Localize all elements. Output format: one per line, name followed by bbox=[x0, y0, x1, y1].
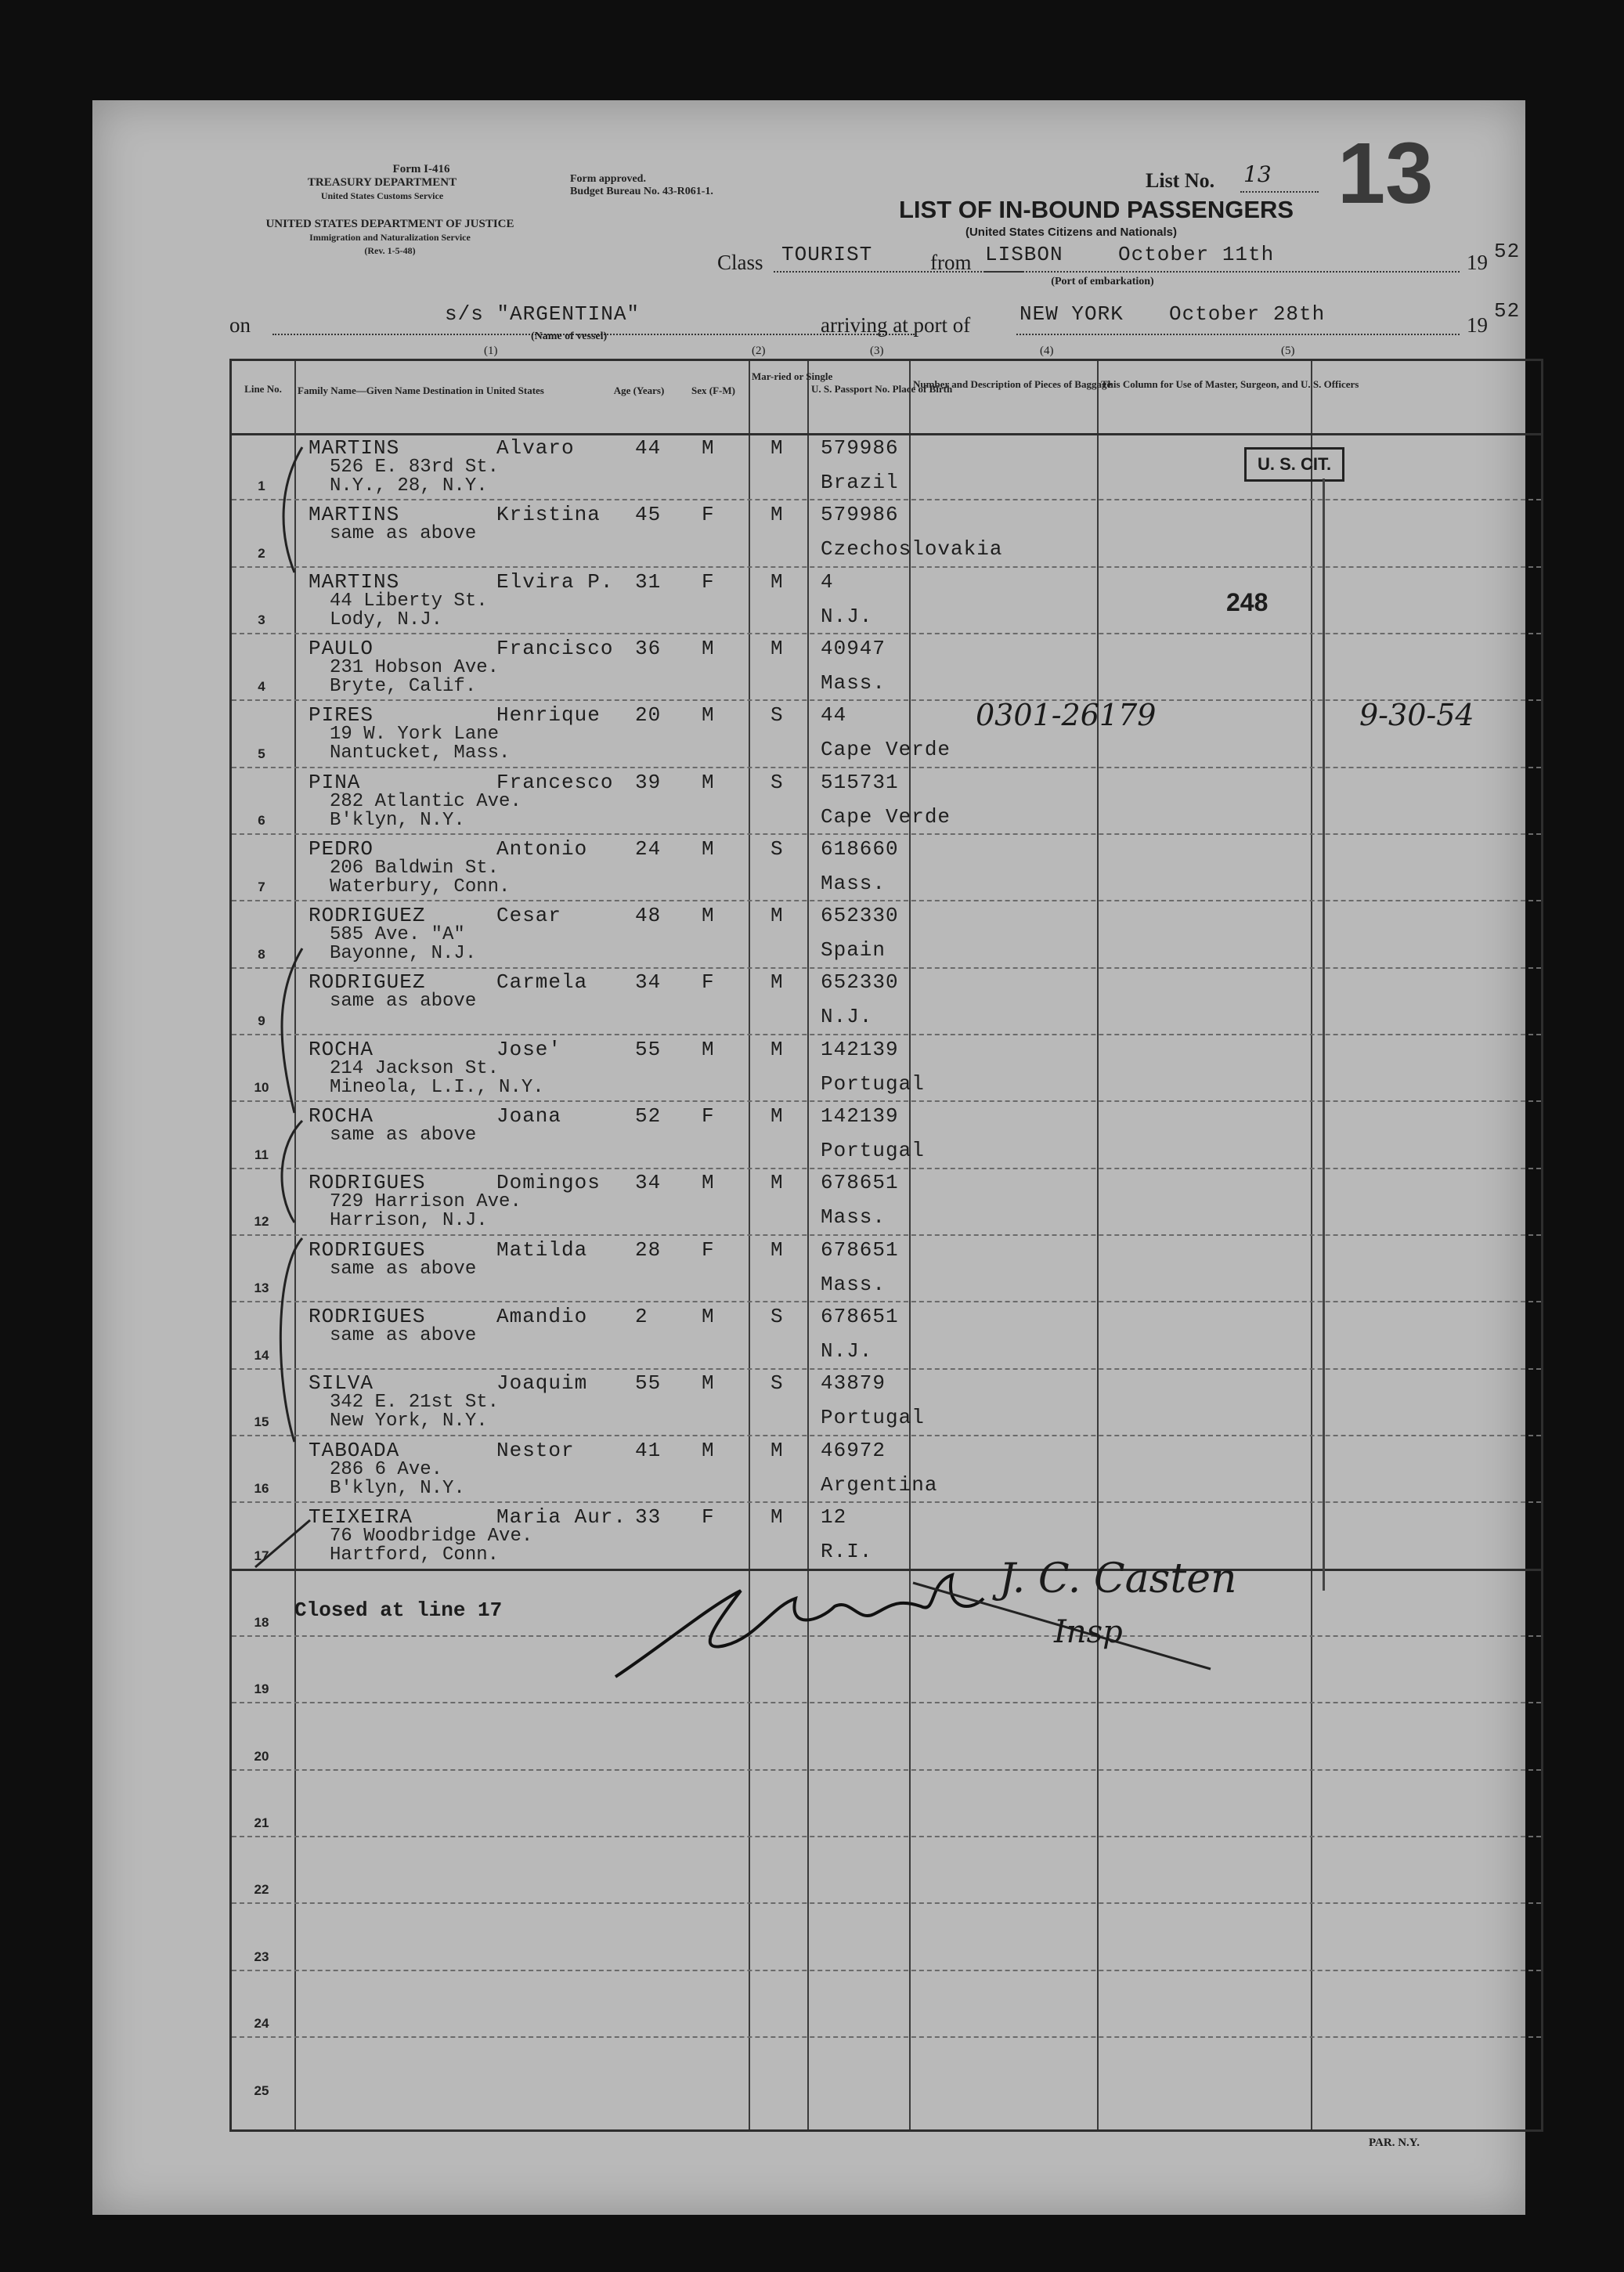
list-no-stamp: 13 bbox=[1337, 125, 1434, 222]
passenger-sex: M bbox=[702, 1171, 715, 1195]
passenger-marital-status: M bbox=[770, 569, 784, 594]
passenger-marital-status: S bbox=[770, 1371, 784, 1396]
passenger-given-name: Henrique bbox=[496, 703, 601, 728]
passenger-marital-status: M bbox=[770, 1438, 784, 1462]
passenger-marital-status: S bbox=[770, 770, 784, 794]
passenger-age: 41 bbox=[635, 1438, 662, 1462]
vessel-caption: (Name of vessel) bbox=[531, 331, 608, 342]
year-value: 52 bbox=[1494, 240, 1521, 263]
from-label: from bbox=[930, 251, 972, 274]
passenger-family-name: ROCHA bbox=[309, 1037, 374, 1061]
passenger-address-line1: 19 W. York Lane bbox=[330, 724, 500, 746]
passenger-birthplace: N.J. bbox=[821, 604, 873, 628]
form-approved: Form approved. bbox=[570, 173, 646, 185]
passenger-age: 31 bbox=[635, 569, 662, 594]
passenger-marital-status: M bbox=[770, 503, 784, 527]
passenger-given-name: Nestor bbox=[496, 1438, 575, 1462]
col-header-age: Age (Years) bbox=[613, 385, 665, 396]
passenger-sex: M bbox=[702, 1438, 715, 1462]
passenger-marital-status: M bbox=[770, 970, 784, 995]
passenger-given-name: Cesar bbox=[496, 904, 562, 928]
passenger-address-line1: same as above bbox=[330, 523, 477, 545]
passenger-given-name: Antonio bbox=[496, 836, 588, 861]
passenger-age: 55 bbox=[635, 1037, 662, 1061]
passenger-age: 20 bbox=[635, 703, 662, 728]
on-label: on bbox=[229, 313, 251, 337]
passenger-given-name: Joaquim bbox=[496, 1371, 588, 1396]
passenger-birthplace: Brazil bbox=[821, 471, 899, 494]
pires-handwritten-number: 0301-26179 bbox=[976, 698, 1157, 732]
passenger-birthplace: N.J. bbox=[821, 1005, 873, 1029]
passenger-birthplace: Mass. bbox=[821, 1272, 886, 1296]
passenger-passport-no: 44 bbox=[821, 703, 847, 728]
passenger-passport-no: 618660 bbox=[821, 836, 899, 861]
passenger-family-name: MARTINS bbox=[309, 503, 400, 527]
passenger-address-line1: 76 Woodbridge Ave. bbox=[330, 1525, 533, 1547]
passenger-sex: M bbox=[702, 1371, 715, 1396]
passenger-given-name: Alvaro bbox=[496, 436, 575, 460]
arrival-year: 52 bbox=[1494, 299, 1521, 323]
col-num-3: (3) bbox=[870, 345, 884, 357]
passenger-passport-no: 12 bbox=[821, 1504, 847, 1529]
passenger-passport-no: 40947 bbox=[821, 636, 886, 660]
passenger-address-line2: Harrison, N.J. bbox=[330, 1210, 488, 1232]
arriving-label: arriving at port of bbox=[821, 313, 971, 337]
col-header-name: Family Name—Given Name Destination in United States bbox=[298, 385, 544, 396]
passenger-given-name: Maria Aur. bbox=[496, 1504, 627, 1529]
col-num-5: (5) bbox=[1281, 345, 1295, 357]
passenger-address-line2: Mineola, L.I., N.Y. bbox=[330, 1076, 544, 1098]
passenger-marital-status: S bbox=[770, 1304, 784, 1328]
passenger-passport-no: 579986 bbox=[821, 436, 899, 460]
passenger-address-line1: same as above bbox=[330, 1125, 477, 1146]
passenger-sex: F bbox=[702, 569, 715, 594]
passenger-marital-status: S bbox=[770, 703, 784, 728]
budget-bureau: Budget Bureau No. 43-R061-1. bbox=[570, 186, 713, 197]
col-header-line: Line No. bbox=[244, 383, 282, 395]
passenger-given-name: Carmela bbox=[496, 970, 588, 995]
justice-dept: UNITED STATES DEPARTMENT OF JUSTICE bbox=[265, 218, 514, 230]
passenger-family-name: RODRIGUES bbox=[309, 1237, 426, 1262]
passenger-sex: M bbox=[702, 904, 715, 928]
passenger-given-name: Domingos bbox=[496, 1171, 601, 1195]
passenger-address-line2: N.Y., 28, N.Y. bbox=[330, 475, 488, 497]
row-number: 5 bbox=[258, 746, 265, 761]
passenger-family-name: RODRIGUES bbox=[309, 1171, 426, 1195]
passenger-address-line2: Nantucket, Mass. bbox=[330, 742, 511, 764]
port-caption: (Port of embarkation) bbox=[1051, 276, 1154, 287]
passenger-passport-no: 678651 bbox=[821, 1304, 899, 1328]
row-number: 21 bbox=[254, 1815, 269, 1830]
us-citizen-stamp: U. S. CIT. bbox=[1244, 447, 1344, 482]
passenger-given-name: Jose' bbox=[496, 1037, 562, 1061]
row-number: 23 bbox=[254, 1949, 269, 1964]
passenger-table bbox=[229, 359, 1543, 2132]
family-bracket-marks bbox=[247, 439, 326, 1614]
passenger-sex: M bbox=[702, 636, 715, 660]
passenger-address-line1: 342 E. 21st St. bbox=[330, 1392, 500, 1414]
passenger-address-line1: 206 Baldwin St. bbox=[330, 857, 500, 879]
row-number: 17 bbox=[254, 1548, 269, 1563]
passenger-given-name: Matilda bbox=[496, 1237, 588, 1262]
passenger-birthplace: Czechoslovakia bbox=[821, 537, 1003, 562]
passenger-sex: F bbox=[702, 970, 715, 995]
row-number: 22 bbox=[254, 1882, 269, 1897]
row-number: 14 bbox=[254, 1348, 269, 1363]
passenger-birthplace: Cape Verde bbox=[821, 738, 951, 762]
passenger-passport-no: 142139 bbox=[821, 1104, 899, 1128]
passenger-family-name: PEDRO bbox=[309, 836, 374, 861]
passenger-passport-no: 678651 bbox=[821, 1237, 899, 1262]
row-number: 24 bbox=[254, 2016, 269, 2031]
arrival-date: October 28th bbox=[1169, 302, 1326, 326]
row-number: 25 bbox=[254, 2083, 269, 2098]
passenger-address-line2: B'klyn, N.Y. bbox=[330, 809, 465, 831]
passenger-address-line1: 526 E. 83rd St. bbox=[330, 457, 500, 478]
row-number: 7 bbox=[258, 880, 265, 894]
passenger-passport-no: 652330 bbox=[821, 904, 899, 928]
passenger-birthplace: R.I. bbox=[821, 1539, 873, 1563]
passenger-given-name: Joana bbox=[496, 1104, 562, 1128]
form-number: Form I-416 bbox=[392, 163, 450, 175]
passenger-given-name: Kristina bbox=[496, 503, 601, 527]
passenger-family-name: ROCHA bbox=[309, 1104, 374, 1128]
passenger-family-name: PINA bbox=[309, 770, 361, 794]
passenger-given-name: Elvira P. bbox=[496, 569, 614, 594]
col-header-married: Mar-ried or Single bbox=[752, 370, 833, 382]
passenger-sex: M bbox=[702, 836, 715, 861]
row-number: 15 bbox=[254, 1414, 269, 1429]
passenger-birthplace: N.J. bbox=[821, 1338, 873, 1363]
passenger-passport-no: 652330 bbox=[821, 970, 899, 995]
passenger-sex: M bbox=[702, 1037, 715, 1061]
year-prefix: 19 bbox=[1467, 251, 1488, 274]
passenger-address-line2: Hartford, Conn. bbox=[330, 1544, 500, 1566]
passenger-address-line1: same as above bbox=[330, 1258, 477, 1280]
passenger-age: 36 bbox=[635, 636, 662, 660]
passenger-sex: F bbox=[702, 1504, 715, 1529]
passenger-age: 52 bbox=[635, 1104, 662, 1128]
passenger-sex: F bbox=[702, 1237, 715, 1262]
col-num-1: (1) bbox=[484, 345, 498, 357]
passenger-passport-no: 43879 bbox=[821, 1371, 886, 1396]
passenger-sex: F bbox=[702, 1104, 715, 1128]
passenger-sex: M bbox=[702, 703, 715, 728]
passenger-sex: M bbox=[702, 1304, 715, 1328]
passenger-age: 45 bbox=[635, 503, 662, 527]
passenger-age: 2 bbox=[635, 1304, 648, 1328]
passenger-marital-status: S bbox=[770, 836, 784, 861]
passenger-birthplace: Portugal bbox=[821, 1406, 925, 1430]
passenger-family-name: TEIXEIRA bbox=[309, 1504, 413, 1529]
passenger-passport-no: 4 bbox=[821, 569, 834, 594]
passenger-passport-no: 579986 bbox=[821, 503, 899, 527]
row-number: 13 bbox=[254, 1280, 269, 1295]
page-subtitle: (United States Citizens and Nationals) bbox=[965, 226, 1178, 239]
passenger-age: 24 bbox=[635, 836, 662, 861]
arrival-year-prefix: 19 bbox=[1467, 313, 1488, 337]
passenger-family-name: PAULO bbox=[309, 636, 374, 660]
passenger-sex: M bbox=[702, 436, 715, 460]
passenger-marital-status: M bbox=[770, 1104, 784, 1128]
passenger-marital-status: M bbox=[770, 436, 784, 460]
passenger-age: 44 bbox=[635, 436, 662, 460]
passenger-age: 34 bbox=[635, 1171, 662, 1195]
passenger-family-name: MARTINS bbox=[309, 569, 400, 594]
row-number: 10 bbox=[254, 1080, 269, 1095]
passenger-address-line1: 214 Jackson St. bbox=[330, 1057, 500, 1079]
arrival-port: NEW YORK bbox=[1020, 302, 1124, 326]
row-number: 1 bbox=[258, 479, 265, 493]
passenger-address-line1: same as above bbox=[330, 1324, 477, 1346]
passenger-address-line1: 231 Hobson Ave. bbox=[330, 656, 500, 678]
row-number: 6 bbox=[258, 813, 265, 828]
passenger-address-line1: 729 Harrison Ave. bbox=[330, 1191, 521, 1213]
passenger-passport-no: 46972 bbox=[821, 1438, 886, 1462]
row-number: 3 bbox=[258, 612, 265, 627]
col-header-sex: Sex (F-M) bbox=[691, 385, 735, 396]
passenger-given-name: Amandio bbox=[496, 1304, 588, 1328]
signature-insp: Insp bbox=[1054, 1614, 1123, 1650]
col-num-4: (4) bbox=[1040, 345, 1054, 357]
page-title: LIST OF IN-BOUND PASSENGERS bbox=[899, 196, 1294, 223]
from-value: LISBON bbox=[985, 243, 1063, 266]
passenger-marital-status: M bbox=[770, 1237, 784, 1262]
passenger-given-name: Francesco bbox=[496, 770, 614, 794]
passenger-marital-status: M bbox=[770, 1037, 784, 1061]
passenger-address-line1: 44 Liberty St. bbox=[330, 590, 488, 612]
passenger-sex: F bbox=[702, 503, 715, 527]
list-no-value: 13 bbox=[1243, 161, 1272, 187]
passenger-given-name: Francisco bbox=[496, 636, 614, 660]
closed-note: Closed at line 17 bbox=[294, 1598, 503, 1622]
row-number: 20 bbox=[254, 1749, 269, 1764]
passenger-birthplace: Argentina bbox=[821, 1472, 938, 1497]
row-number: 18 bbox=[254, 1615, 269, 1630]
passenger-age: 55 bbox=[635, 1371, 662, 1396]
passenger-birthplace: Mass. bbox=[821, 871, 886, 895]
passenger-address-line2: Bryte, Calif. bbox=[330, 675, 477, 697]
passenger-address-line2: B'klyn, N.Y. bbox=[330, 1477, 465, 1499]
revision: (Rev. 1-5-48) bbox=[364, 245, 416, 256]
col-header-officers: This Column for Use of Master, Surgeon, and U. S. Officers bbox=[1101, 378, 1359, 390]
pires-handwritten-date: 9-30-54 bbox=[1359, 698, 1474, 732]
treasury-dept: TREASURY DEPARTMENT bbox=[307, 176, 457, 189]
count-note: 248 bbox=[1226, 588, 1269, 616]
passenger-family-name: PIRES bbox=[309, 703, 374, 728]
row-number: 8 bbox=[258, 947, 265, 962]
passenger-age: 33 bbox=[635, 1504, 662, 1529]
list-no-label: List No. bbox=[1146, 169, 1215, 192]
vessel-name: s/s "ARGENTINA" bbox=[445, 302, 641, 326]
passenger-birthplace: Cape Verde bbox=[821, 804, 951, 829]
passenger-family-name: RODRIGUEZ bbox=[309, 904, 426, 928]
from-date: October 11th bbox=[1118, 243, 1275, 266]
passenger-age: 28 bbox=[635, 1237, 662, 1262]
row-number: 9 bbox=[258, 1013, 265, 1028]
passenger-address-line1: 282 Atlantic Ave. bbox=[330, 790, 521, 812]
passenger-birthplace: Spain bbox=[821, 938, 886, 963]
ins-service: Immigration and Naturalization Service bbox=[309, 232, 471, 243]
passenger-age: 34 bbox=[635, 970, 662, 995]
passenger-family-name: RODRIGUEZ bbox=[309, 970, 426, 995]
passenger-passport-no: 515731 bbox=[821, 770, 899, 794]
passenger-address-line2: Lody, N.J. bbox=[330, 609, 443, 630]
passenger-address-line1: 585 Ave. "A" bbox=[330, 924, 465, 946]
passenger-birthplace: Portugal bbox=[821, 1139, 925, 1162]
row-number: 11 bbox=[254, 1147, 269, 1162]
class-value: TOURIST bbox=[781, 243, 873, 266]
passenger-passport-no: 142139 bbox=[821, 1037, 899, 1061]
passenger-address-line1: same as above bbox=[330, 991, 477, 1013]
passenger-birthplace: Mass. bbox=[821, 1205, 886, 1230]
passenger-marital-status: M bbox=[770, 636, 784, 660]
passenger-birthplace: Mass. bbox=[821, 670, 886, 695]
class-label: Class bbox=[717, 251, 763, 274]
customs-service: United States Customs Service bbox=[320, 190, 444, 201]
passenger-family-name: TABOADA bbox=[309, 1438, 400, 1462]
passenger-birthplace: Portugal bbox=[821, 1071, 925, 1096]
passenger-address-line2: Bayonne, N.J. bbox=[330, 943, 477, 965]
row-number: 19 bbox=[254, 1681, 269, 1696]
passenger-age: 39 bbox=[635, 770, 662, 794]
col-header-baggage: Number and Description of Pieces of Baggage bbox=[913, 378, 1112, 390]
row-number: 12 bbox=[254, 1214, 269, 1229]
passenger-age: 48 bbox=[635, 904, 662, 928]
passenger-marital-status: M bbox=[770, 1504, 784, 1529]
passenger-passport-no: 678651 bbox=[821, 1171, 899, 1195]
passenger-address-line1: 286 6 Ave. bbox=[330, 1458, 443, 1480]
passenger-marital-status: M bbox=[770, 904, 784, 928]
passenger-family-name: SILVA bbox=[309, 1371, 374, 1396]
footer-printer: PAR. N.Y. bbox=[1369, 2137, 1420, 2149]
col-header-passport: U. S. Passport No. Place of Birth bbox=[811, 383, 953, 395]
row-number: 2 bbox=[258, 546, 265, 561]
row-number: 16 bbox=[254, 1481, 269, 1496]
passenger-family-name: RODRIGUES bbox=[309, 1304, 426, 1328]
passenger-address-line2: Waterbury, Conn. bbox=[330, 876, 511, 898]
signature-text: J. C. Casten bbox=[999, 1555, 1237, 1602]
passenger-address-line2: New York, N.Y. bbox=[330, 1411, 488, 1432]
row-number: 4 bbox=[258, 679, 265, 694]
col-num-2: (2) bbox=[752, 345, 766, 357]
passenger-sex: M bbox=[702, 770, 715, 794]
passenger-family-name: MARTINS bbox=[309, 436, 400, 460]
passenger-marital-status: M bbox=[770, 1171, 784, 1195]
manifest-sheet bbox=[92, 100, 1525, 2215]
